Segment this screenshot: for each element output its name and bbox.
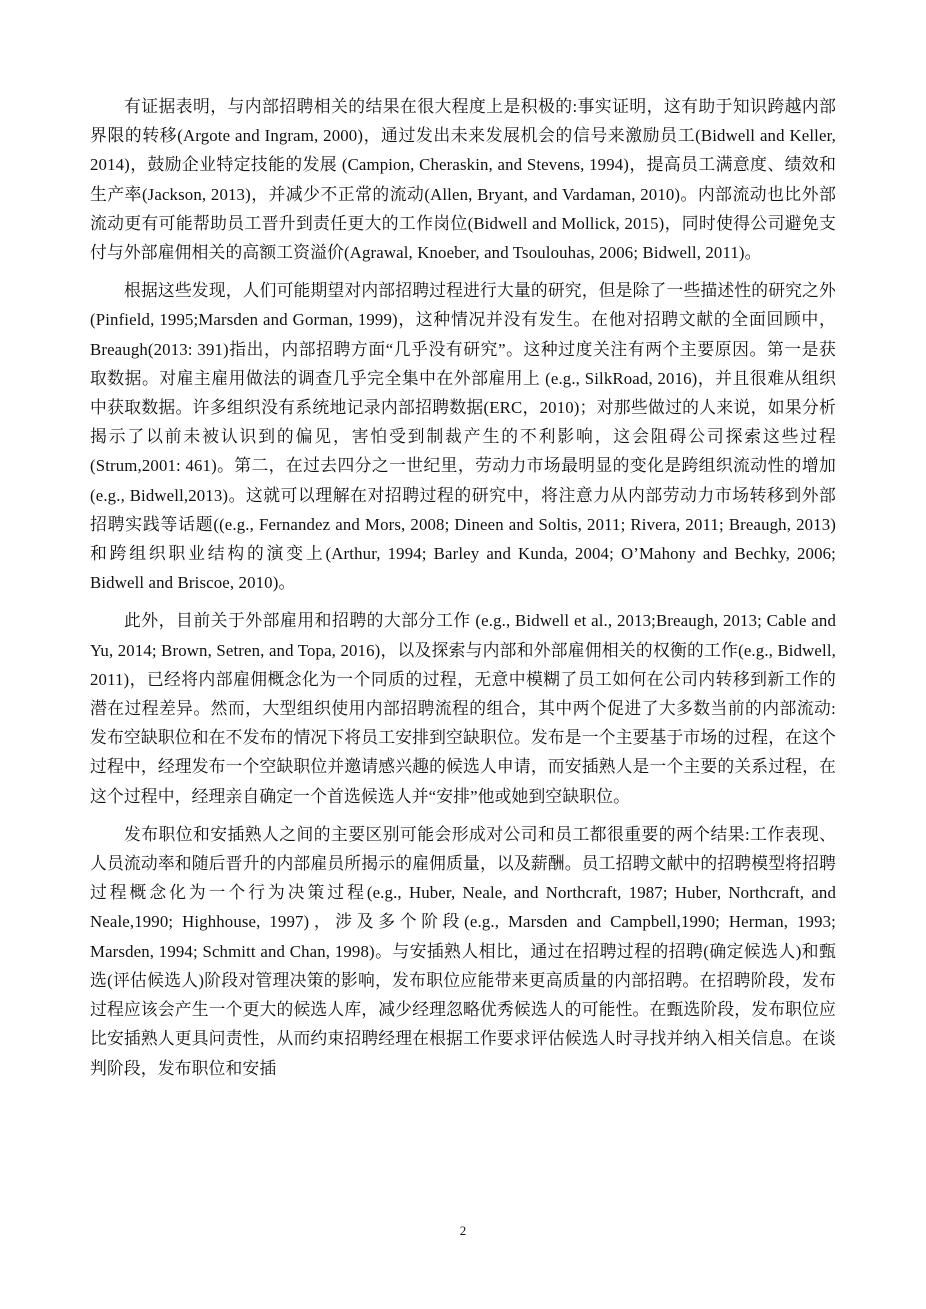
body-text bbox=[90, 92, 836, 1092]
paragraph-3: 此外，目前关于外部雇用和招聘的大部分工作 (e.g., Bidwell et al., 2013;Breaugh, 2013; Cable and Yu, 2014; Brown, Setren, and Topa, 2016)，以及探索与内部和外部雇佣相关的权衡的工作(e.g., Bidwell, 2011)，已经将内部雇佣概念化为一个同质的过程，无意中模糊了员工如何在公司内转移到新工作的潜在过程差异。然而，大型组织使用内部招聘流程的组合，其中两个促进了大多数当前的内部流动:发布空缺职位和在不发布的情况下将员工安排到空缺职位。发布是一个主要基于市场的过程，在这个过程中，经理发布一个空缺职位并邀请感兴趣的候选人申请，而安插熟人是一个主要的关系过程，在这个过程中，经理亲自确定一个首选候选人并“安排”他或她到空缺职位。 bbox=[90, 611, 836, 806]
paragraph-4: 发布职位和安插熟人之间的主要区别可能会形成对公司和员工都很重要的两个结果:工作表现、人员流动率和随后晋升的内部雇员所揭示的雇佣质量，以及薪酬。员工招聘文献中的招聘模型将招聘过程概念化为一个行为决策过程(e.g., Huber, Neale, and Northcraft, 1987; Huber, Northcraft, and Neale,1990; Highhouse, 1997)，涉及多个阶段(e.g., Marsden and Campbell,1990; Herman, 1993; Marsden, 1994; Schmitt and Chan, 1998)。与安插熟人相比，通过在招聘过程的招聘(确定候选人)和甄选(评估候选人)阶段对管理决策的影响，发布职位应能带来更高质量的内部招聘。在招聘阶段，发布过程应该会产生一个更大的候选人库，减少经理忽略优秀候选人的可能性。在甄选阶段，发布职位应比安插熟人更具问责性，从而约束招聘经理在根据工作要求评估候选人时寻找并纳入相关信息。在谈判阶段，发布职位和安插 bbox=[90, 824, 836, 1078]
page-number: 2 bbox=[459, 1223, 467, 1238]
paragraph-2: 根据这些发现，人们可能期望对内部招聘过程进行大量的研究，但是除了一些描述性的研究之外(Pinfield, 1995;Marsden and Gorman, 1999)，这种情况并没有发生。在他对招聘文献的全面回顾中，Breaugh(2013: 391)指出，内部招聘方面“几乎没有研究”。这种过度关注有两个主要原因。第一是获取数据。对雇主雇用做法的调查几乎完全集中在外部雇用上 (e.g., SilkRoad, 2016)，并且很难从组织中获取数据。许多组织没有系统地记录内部招聘数据(ERC，2010)；对那些做过的人来说，如果分析揭示了以前未被认识到的偏见，害怕受到制裁产生的不利影响，这会阻碍公司探索这些过程(Strum,2001: 461)。第二，在过去四分之一世纪里，劳动力市场最明显的变化是跨组织流动性的增加(e.g., Bidwell,2013)。这就可以理解在对招聘过程的研究中，将注意力从内部劳动力市场转移到外部招聘实践等话题((e.g., Fernandez and Mors, 2008; Dineen and Soltis, 2011; Rivera, 2011; Breaugh, 2013)和跨组织职业结构的演变上(Arthur, 1994; Barley and Kunda, 2004; O’Mahony and Bechky, 2006; Bidwell and Briscoe, 2010)。 bbox=[90, 281, 836, 593]
paragraph-1: 有证据表明，与内部招聘相关的结果在很大程度上是积极的:事实证明，这有助于知识跨越内部界限的转移(Argote and Ingram, 2000)，通过发出未来发展机会的信号来激励员工(Bidwell and Keller, 2014)，鼓励企业特定技能的发展 (Campion, Cheraskin, and Stevens, 1994)，提高员工满意度、绩效和生产率(Jackson, 2013)，并减少不正常的流动(Allen, Bryant, and Vardaman, 2010)。内部流动也比外部流动更有可能帮助员工晋升到责任更大的工作岗位(Bidwell and Mollick, 2015)，同时使得公司避免支付与外部雇佣相关的高额工资溢价(Agrawal, Knoeber, and Tsoulouhas, 2006; Bidwell, 2011)。 bbox=[90, 97, 836, 263]
